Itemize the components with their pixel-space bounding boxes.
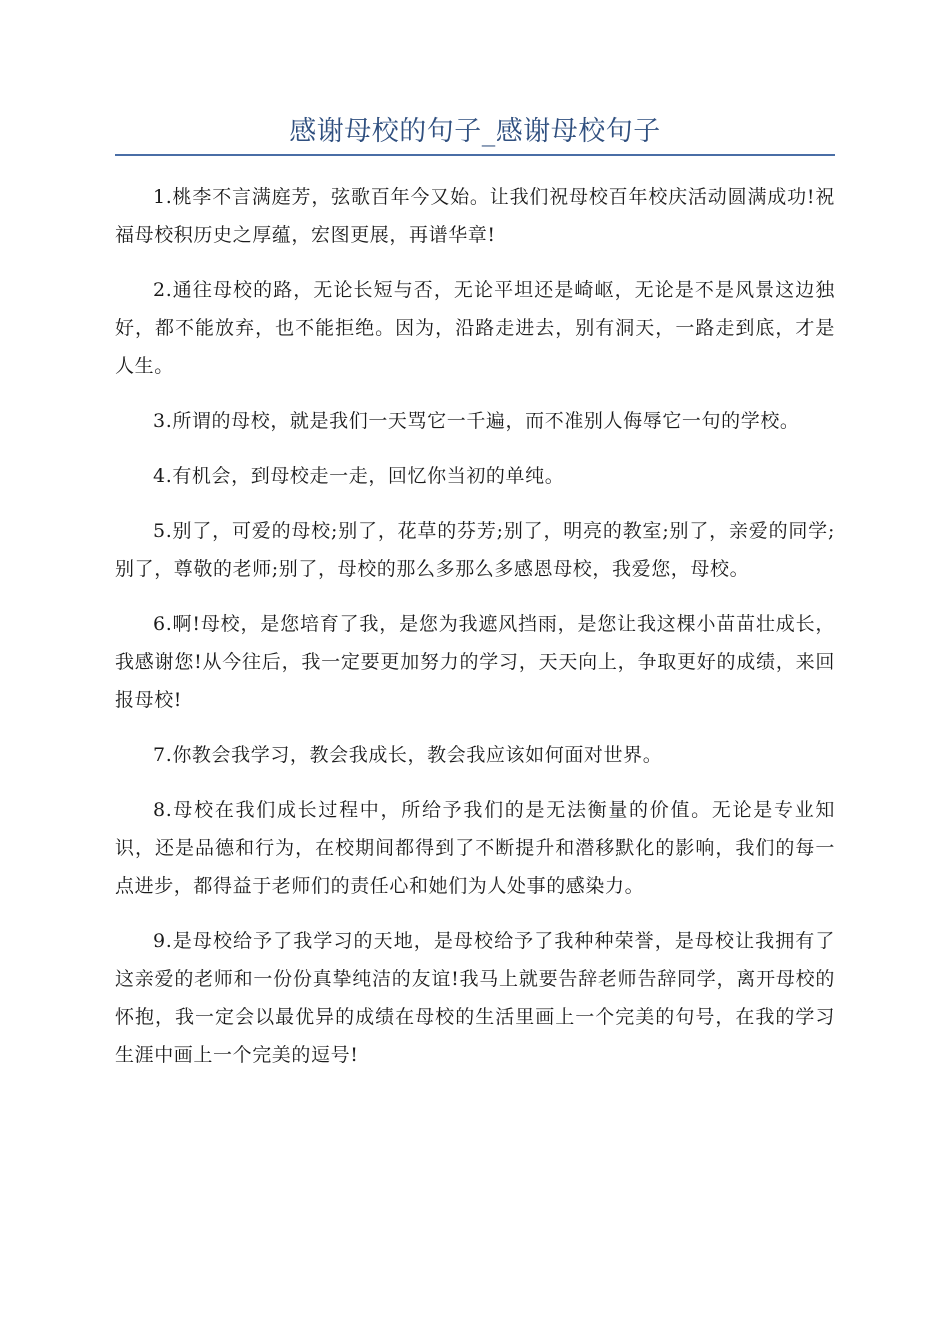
paragraph-7: 7.你教会我学习，教会我成长，教会我应该如何面对世界。 xyxy=(153,744,663,766)
paragraph-9: 9.是母校给予了我学习的天地，是母校给予了我种种荣誉，是母校让我拥有了这亲爱的老师和一份份真挚纯洁的友谊!我马上就要告辞老师告辞同学，离开母校的怀抱，我一定会以最优异的成绩在母校的生活里画上一个完美的句号，在我的学习生涯中画上一个完美的逗号! xyxy=(115,930,835,1066)
paragraph-1: 1.桃李不言满庭芳，弦歌百年今又始。让我们祝母校百年校庆活动圆满成功!祝福母校积历史之厚蕴，宏图更展，再谱华章! xyxy=(115,186,835,246)
paragraph-8: 8.母校在我们成长过程中，所给予我们的是无法衡量的价值。无论是专业知识，还是品德和行为，在校期间都得到了不断提升和潜移默化的影响，我们的每一点进步，都得益于老师们的责任心和她们为人处事的感染力。 xyxy=(115,799,835,897)
paragraph-6: 6.啊!母校，是您培育了我，是您为我遮风挡雨，是您让我这棵小苗苗壮成长，我感谢您!从今往后，我一定要更加努力的学习，天天向上，争取更好的成绩，来回报母校! xyxy=(115,613,835,711)
paragraph-4: 4.有机会，到母校走一走，回忆你当初的单纯。 xyxy=(153,465,565,487)
paragraph-2: 2.通往母校的路，无论长短与否，无论平坦还是崎岖，无论是不是风景这边独好，都不能放弃，也不能拒绝。因为，沿路走进去，别有洞天，一路走到底，才是人生。 xyxy=(115,279,835,377)
title-underline xyxy=(115,154,835,156)
paragraph-3: 3.所谓的母校，就是我们一天骂它一千遍，而不准别人侮辱它一句的学校。 xyxy=(153,410,800,432)
document-body xyxy=(115,178,835,1091)
document-title: 感谢母校的句子_感谢母校句子 xyxy=(289,116,661,147)
paragraph-5: 5.别了，可爱的母校;别了，花草的芬芳;别了，明亮的教室;别了，亲爱的同学;别了，尊敬的老师;别了，母校的那么多那么多感恩母校，我爱您，母校。 xyxy=(115,520,835,580)
